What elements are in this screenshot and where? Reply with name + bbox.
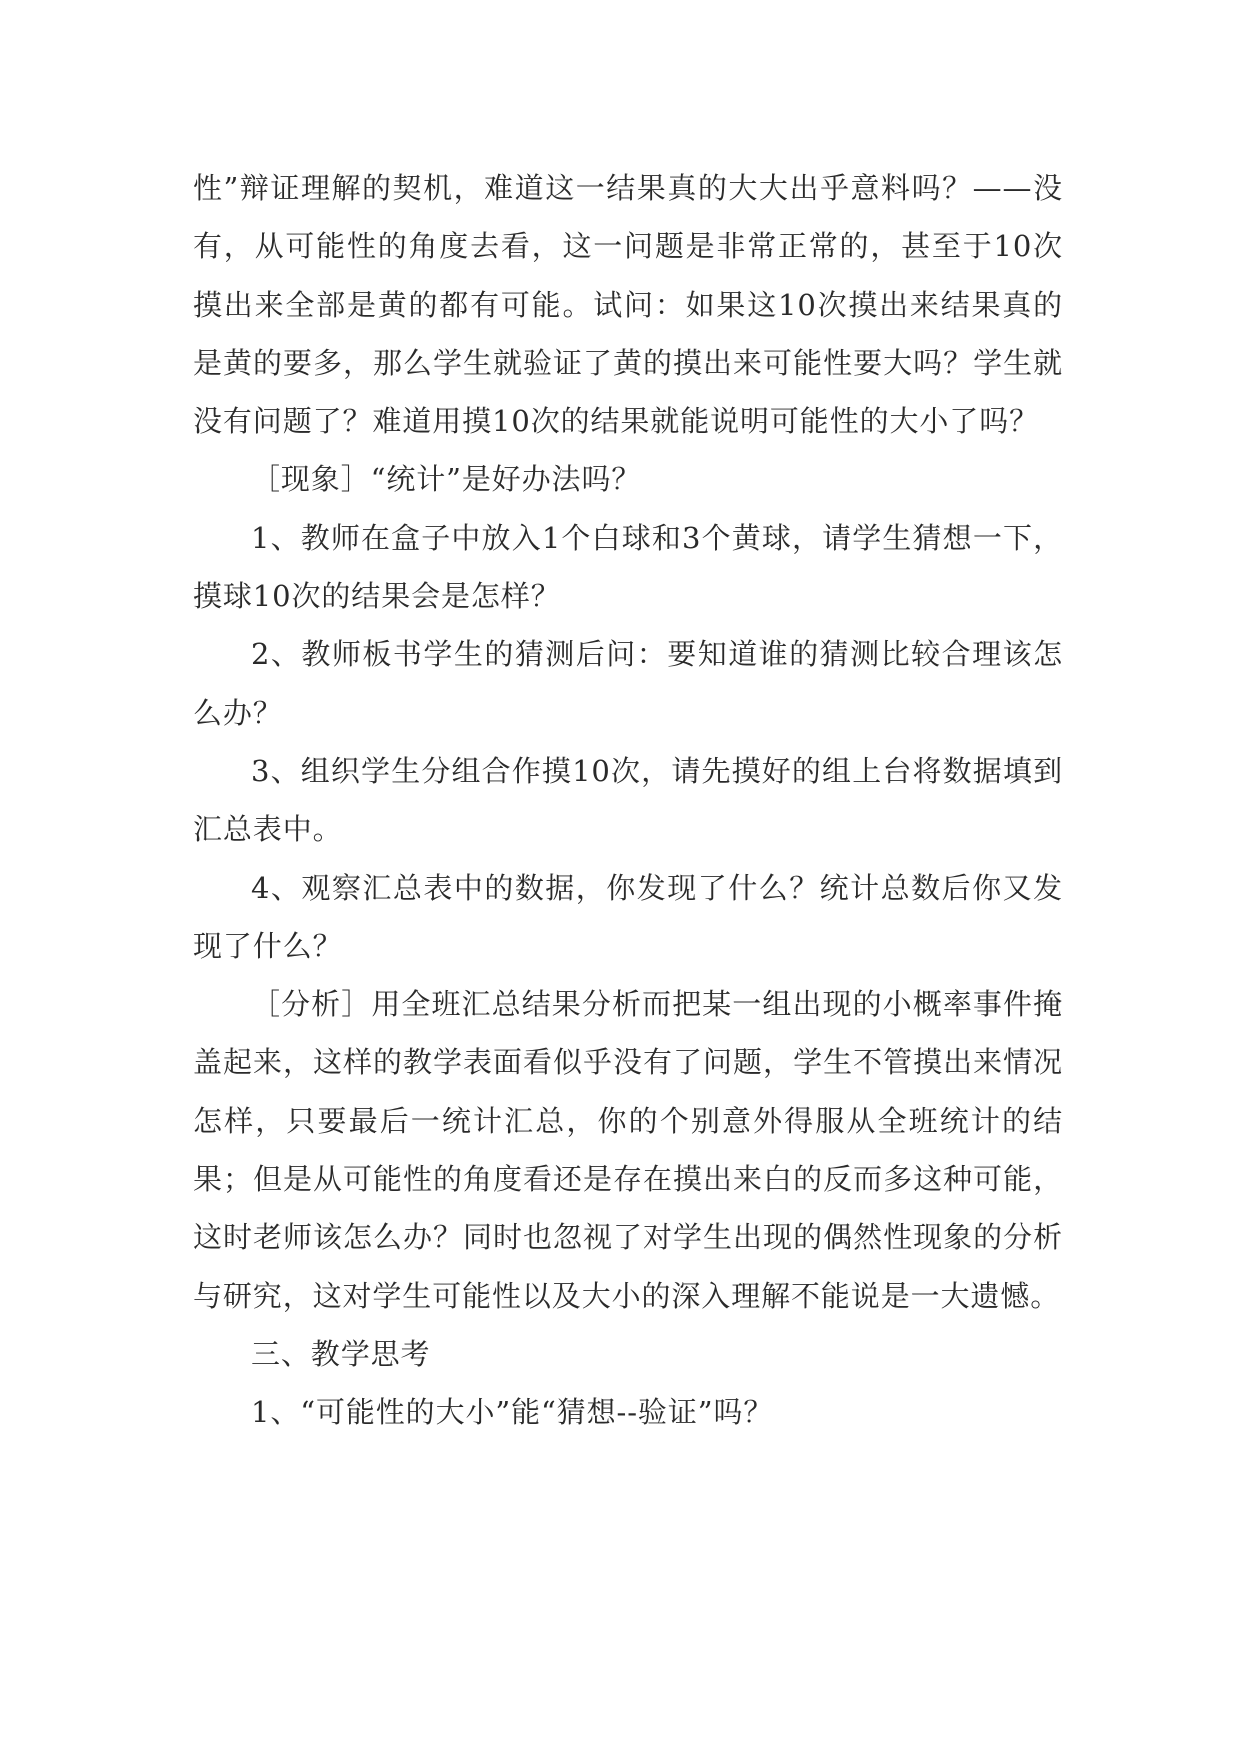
paragraph-analysis: ［分析］用全班汇总结果分析而把某一组出现的小概率事件掩盖起来，这样的教学表面看似乎没有了问题，学生不管摸出来情况怎样，只要最后一统计汇总，你的个别意外得服从全班统计的结果；但是从可能性的角度看还是存在摸出来白的反而多这种可能，这时老师该怎么办？同时也忽视了对学生出现的偶然性现象的分析与研究，这对学生可能性以及大小的深入理解不能说是一大遗憾。 [193, 987, 1063, 1313]
section-heading-teaching-reflection: 三、教学思考 [251, 1336, 431, 1371]
paragraph-continuation: 性”辩证理解的契机，难道这一结果真的大大出乎意料吗？——没有，从可能性的角度去看，这一问题是非常正常的，甚至于10次摸出来全部是黄的都有可能。试问：如果这10次摸出来结果真的是黄的要多，那么学生就验证了黄的摸出来可能性要大吗？学生就没有问题了？难道用摸10次的结果就能说明可能性的大小了吗？ [193, 171, 1063, 439]
paragraph-step-3: 3、组织学生分组合作摸10次，请先摸好的组上台将数据填到汇总表中。 [193, 753, 1063, 847]
subsection-heading-1: 1、“可能性的大小”能“猜想--验证”吗？ [251, 1395, 774, 1430]
paragraph-step-1: 1、教师在盒子中放入1个白球和3个黄球，请学生猜想一下，摸球10次的结果会是怎样？ [193, 520, 1063, 614]
paragraph-phenomenon-heading: ［现象］“统计”是好办法吗？ [251, 462, 642, 497]
paragraph-step-4: 4、观察汇总表中的数据，你发现了什么？统计总数后你又发现了什么？ [193, 870, 1063, 963]
paragraph-step-2: 2、教师板书学生的猜测后问：要知道谁的猜测比较合理该怎么办？ [193, 637, 1063, 730]
document-body [193, 159, 1063, 1442]
